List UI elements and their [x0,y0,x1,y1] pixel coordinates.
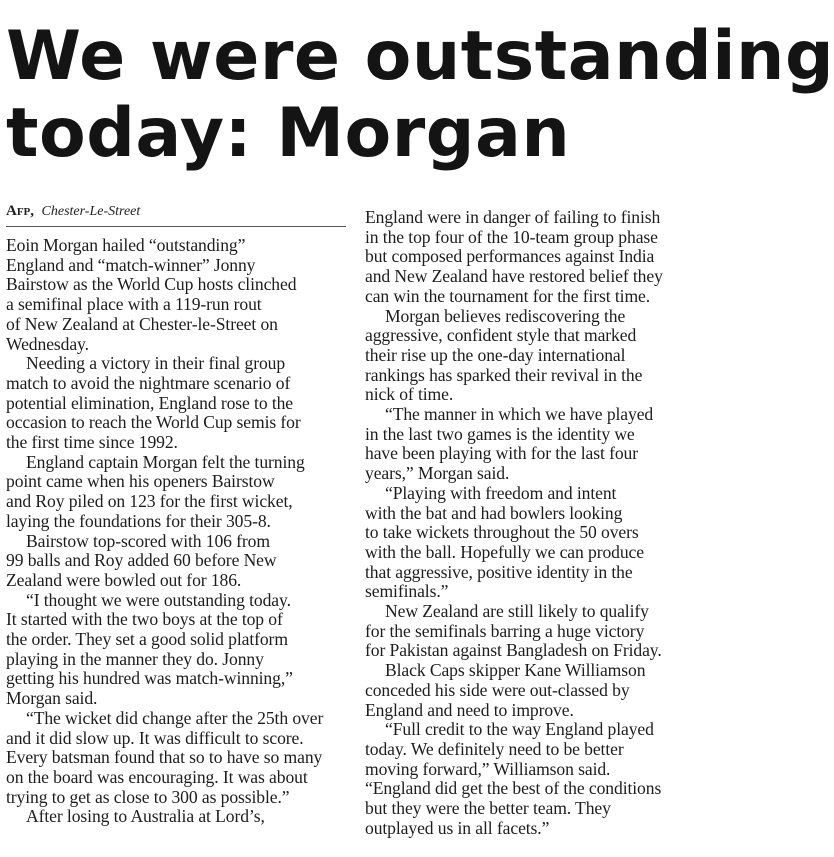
text-line: “Playing with freedom and intent [385,482,617,503]
text-line: Bairstow top-scored with 106 from [26,530,270,551]
byline-place: Chester-Le-Street [41,204,141,219]
text-line: moving forward,” Williamson said. [365,758,611,779]
paragraph [365,307,715,406]
text-line: “The manner in which we have played [385,404,654,425]
text-line: “I thought we were outstanding today. [26,589,291,610]
text-line: Every batsman found that so to have so many [6,747,323,768]
text-line: nick of time. [365,384,454,405]
text-line: and it did slow up. It was difficult to score. [6,727,304,748]
paragraph [365,602,715,661]
text-line: Eoin Morgan hailed “outstanding” [6,235,246,255]
text-line: getting his hundred was match-winning,” [6,668,293,689]
text-line: in the last two games is the identity we [365,423,635,444]
paragraph [6,236,346,354]
text-line: that aggressive, positive identity in the [365,561,633,582]
text-line: “Full credit to the way England played [385,719,654,740]
text-line: their rise up the one-day international [365,344,626,365]
text-line: but they were the better team. They [365,798,611,819]
text-line: It started with the two boys at the top of [6,609,283,630]
paragraph [6,354,346,453]
text-line: the first time since 1992. [6,432,178,453]
text-line: “The wicket did change after the 25th over [26,707,324,728]
text-line: New Zealand are still likely to qualify [385,601,649,622]
paragraph [6,532,346,591]
text-line: match to avoid the nightmare scenario of [6,372,291,393]
paragraph [6,591,346,709]
paragraph [365,720,715,838]
text-line: Zealand were bowled out for 186. [6,569,242,590]
text-line: point came when his openers Bairstow [6,471,275,492]
article-column-left [6,236,346,827]
text-line: Black Caps skipper Kane Williamson [385,660,646,681]
text-line: “England did get the best of the conditions [365,778,662,799]
paragraph [365,484,715,602]
text-line: the order. They set a good solid platform [6,629,288,650]
headline-line-1: We were outstanding [6,17,834,96]
text-line: Morgan said. [6,688,98,709]
text-line: conceded his side were out-classed by [365,679,630,700]
text-line: outplayed us in all facets.” [365,817,550,838]
text-line: aggressive, confident style that marked [365,325,637,346]
text-line: England and “match-winner” Jonny [6,254,256,275]
text-line: but composed performances against India [365,246,655,267]
text-line: England and need to improve. [365,699,574,720]
text-line: laying the foundations for their 305-8. [6,510,271,531]
paragraph [365,405,715,484]
text-line: occasion to reach the World Cup semis for [6,412,301,433]
paragraph [6,807,346,827]
text-line: and New Zealand have restored belief they [365,266,663,287]
text-line: playing in the manner they do. Jonny [6,648,264,669]
text-line: for Pakistan against Bangladesh on Friday. [365,640,662,661]
paragraph [6,453,346,532]
text-line: Needing a victory in their final group [26,353,286,374]
headline-line-2: today: Morgan [6,94,571,173]
byline [6,203,140,220]
text-line: semifinals.” [365,581,449,602]
text-line: Bairstow as the World Cup hosts clinched [6,274,297,295]
text-line: in the top four of the 10-team group phase [365,226,658,247]
byline-agency: Afp, [6,203,35,219]
text-line: potential elimination, England rose to the [6,392,294,413]
text-line: After losing to Australia at Lord’s, [26,806,265,827]
text-line: and Roy piled on 123 for the first wicket, [6,491,293,512]
text-line: of New Zealand at Chester-le-Street on [6,313,278,334]
text-line: rankings has sparked their revival in the [365,364,643,385]
text-line: England were in danger of failing to finish [365,207,661,227]
text-line: today. We definitely need to be better [365,738,624,759]
text-line: for the semifinals barring a huge victory [365,620,645,641]
paragraph [365,661,715,720]
text-line: on the board was encouraging. It was about [6,766,308,787]
headline [6,17,834,173]
paragraph [6,709,346,808]
byline-divider [6,226,346,227]
text-line: with the bat and had bowlers looking [365,502,623,523]
text-line: 99 balls and Roy added 60 before New [6,550,277,571]
paragraph [365,208,715,307]
text-line: Morgan believes rediscovering the [385,305,626,326]
text-line: trying to get as close to 300 as possible.” [6,786,290,807]
text-line: to take wickets throughout the 50 overs [365,522,639,543]
text-line: a semifinal place with a 119-run rout [6,294,262,315]
text-line: with the ball. Hopefully we can produce [365,541,644,562]
text-line: years,” Morgan said. [365,463,510,484]
text-line: can win the tournament for the first time. [365,285,651,306]
text-line: Wednesday. [6,333,89,354]
article-column-right [365,208,715,839]
text-line: England captain Morgan felt the turning [26,451,305,472]
text-line: have been playing with for the last four [365,443,639,464]
